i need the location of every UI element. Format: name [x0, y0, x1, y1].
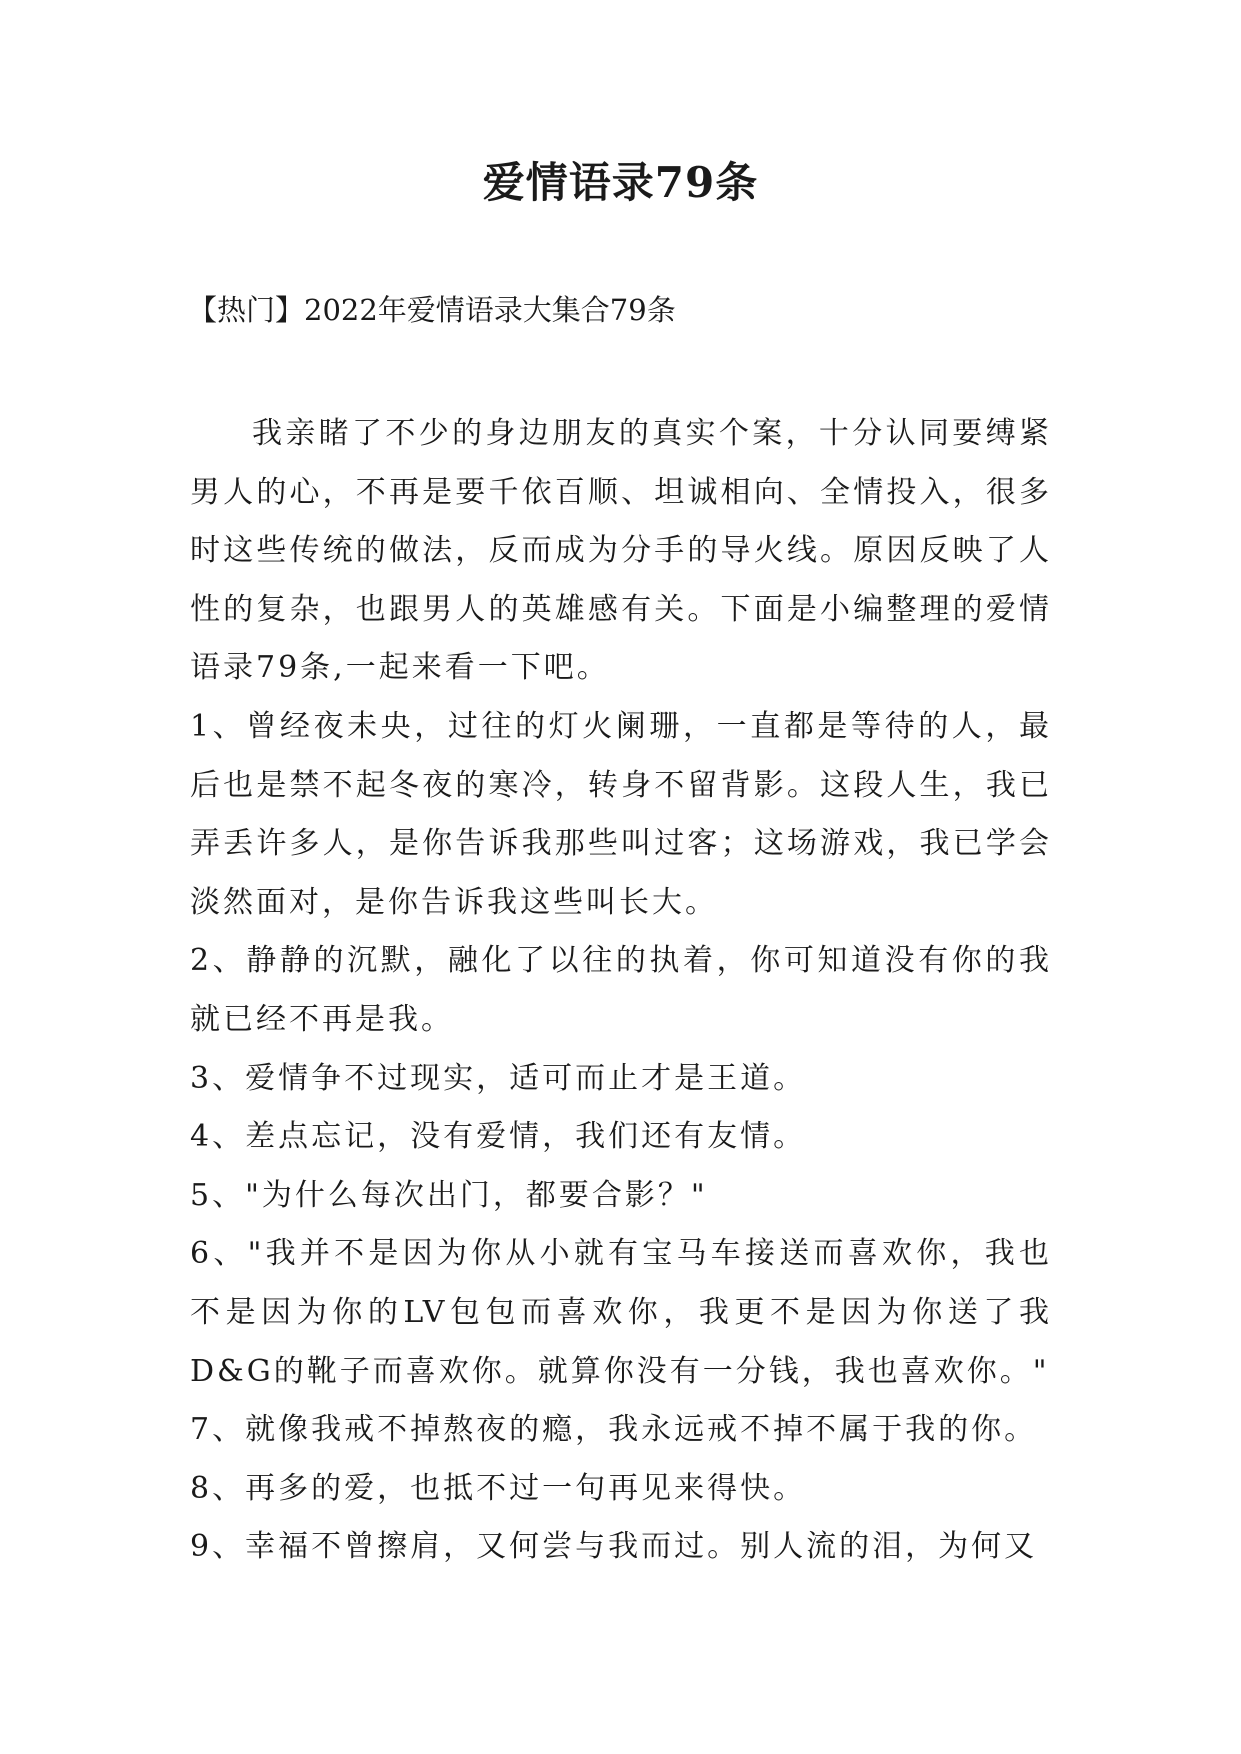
document-subtitle: 【热门】2022年爱情语录大集合79条	[188, 293, 676, 327]
quote-item: 8、再多的爱，也抵不过一句再见来得快。	[190, 1470, 807, 1506]
intro-paragraph: 我亲睹了不少的身边朋友的真实个案，十分认同要缚紧男人的心，不再是要千依百顺、坦诚相向、全情投入，很多时这些传统的做法，反而成为分手的导火线。原因反映了人性的复杂，也跟男人的英雄感有关。下面是小编整理的爱情语录79条,一起来看一下吧。	[190, 416, 1052, 686]
quote-item: 2、静静的沉默，融化了以往的执着，你可知道没有你的我就已经不再是我。	[190, 943, 1052, 1037]
quote-item: 5、"为什么每次出门，都要合影？"	[190, 1177, 708, 1213]
quote-item: 9、幸福不曾擦肩，又何尝与我而过。别人流的泪，为何又	[190, 1529, 1038, 1565]
quote-item: 1、曾经夜未央，过往的灯火阑珊，一直都是等待的人，最后也是禁不起冬夜的寒冷，转身不留背影。这段人生，我已弄丢许多人，是你告诉我那些叫过客；这场游戏，我已学会淡然面对，是你告诉我这些叫长大。	[190, 708, 1052, 920]
quote-item: 6、"我并不是因为你从小就有宝马车接送而喜欢你，我也不是因为你的LV包包而喜欢你，我更不是因为你送了我D&G的靴子而喜欢你。就算你没有一分钱，我也喜欢你。"	[190, 1236, 1052, 1389]
quote-item: 7、就像我戒不掉熬夜的瘾，我永远戒不掉不属于我的你。	[190, 1412, 1038, 1448]
document-body	[190, 405, 1052, 1577]
page-title: 爱情语录79条	[482, 158, 759, 207]
quote-item: 4、差点忘记，没有爱情，我们还有友情。	[190, 1119, 807, 1155]
quote-item: 3、爱情争不过现实，适可而止才是王道。	[190, 1060, 807, 1096]
